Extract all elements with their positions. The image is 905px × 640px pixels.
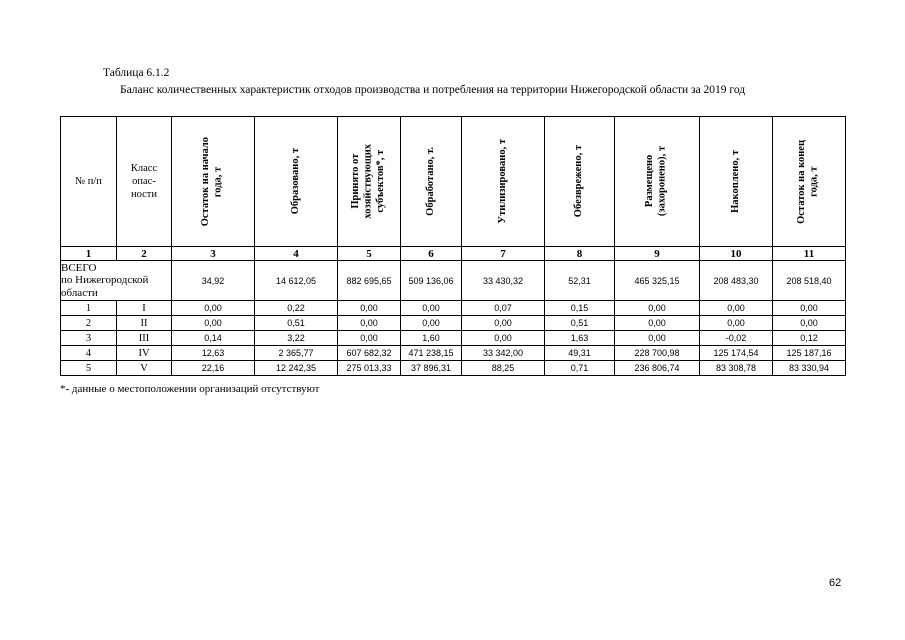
header-start-balance: Остаток на начало года, т	[172, 117, 255, 247]
column-number: 8	[545, 247, 615, 261]
table-cell: 607 682,32	[338, 346, 401, 361]
header-end-balance: Остаток на конец года, т	[773, 117, 846, 247]
footnote: *- данные о местоположении организаций отсутствуют	[60, 383, 320, 395]
table-cell: 0,15	[545, 301, 615, 316]
total-cell: 208 483,30	[700, 261, 773, 301]
column-number: 10	[700, 247, 773, 261]
total-cell: 509 136,06	[401, 261, 462, 301]
total-cell: 34,92	[172, 261, 255, 301]
table-cell: 83 330,94	[773, 361, 846, 376]
table-cell: 0,00	[172, 316, 255, 331]
total-cell: 465 325,15	[615, 261, 700, 301]
column-number: 9	[615, 247, 700, 261]
table-cell: 0,00	[700, 316, 773, 331]
table-cell: 22,16	[172, 361, 255, 376]
column-number-row	[61, 247, 846, 261]
header-processed: Обработано, т.	[401, 117, 462, 247]
table-cell: 88,25	[462, 361, 545, 376]
total-cell: 33 430,32	[462, 261, 545, 301]
row-number: 2	[61, 316, 117, 331]
table-cell: 0,00	[773, 301, 846, 316]
table-cell: 0,14	[172, 331, 255, 346]
hazard-class: I	[117, 301, 172, 316]
row-number: 3	[61, 331, 117, 346]
table-cell: 0,00	[401, 316, 462, 331]
table-cell: -0,02	[700, 331, 773, 346]
column-number: 11	[773, 247, 846, 261]
column-number: 7	[462, 247, 545, 261]
table-cell: 0,00	[172, 301, 255, 316]
header-row	[61, 117, 846, 247]
total-cell: 882 695,65	[338, 261, 401, 301]
table-row	[61, 361, 846, 376]
total-row	[61, 261, 846, 301]
table-cell: 49,31	[545, 346, 615, 361]
waste-balance-table	[60, 116, 846, 376]
table-cell: 0,07	[462, 301, 545, 316]
table-cell: 0,22	[255, 301, 338, 316]
table-cell: 0,51	[545, 316, 615, 331]
row-number: 5	[61, 361, 117, 376]
table-cell: 0,00	[700, 301, 773, 316]
table-cell: 0,00	[615, 331, 700, 346]
table-cell: 0,71	[545, 361, 615, 376]
table-cell: 12 242,35	[255, 361, 338, 376]
table-cell: 0,00	[773, 316, 846, 331]
hazard-class: III	[117, 331, 172, 346]
column-number: 4	[255, 247, 338, 261]
table-cell: 37 896,31	[401, 361, 462, 376]
table-cell: 0,00	[462, 316, 545, 331]
table-cell: 125 174,54	[700, 346, 773, 361]
total-cell: 14 612,05	[255, 261, 338, 301]
column-number: 5	[338, 247, 401, 261]
total-cell: 52,31	[545, 261, 615, 301]
header-received: Принято от хозяйствующих субъектов*, т	[338, 117, 401, 247]
table-cell: 0,00	[338, 316, 401, 331]
table-cell: 0,00	[615, 316, 700, 331]
header-disposed: Размещено (захоронено), т	[615, 117, 700, 247]
table-row	[61, 346, 846, 361]
table-cell: 1,63	[545, 331, 615, 346]
table-cell: 33 342,00	[462, 346, 545, 361]
table-cell: 0,00	[462, 331, 545, 346]
total-cell: 208 518,40	[773, 261, 846, 301]
table-cell: 0,00	[338, 301, 401, 316]
column-number: 6	[401, 247, 462, 261]
hazard-class: II	[117, 316, 172, 331]
hazard-class: V	[117, 361, 172, 376]
table-cell: 0,51	[255, 316, 338, 331]
row-number: 1	[61, 301, 117, 316]
header-row-number: № п/п	[61, 117, 117, 247]
header-hazard-class: Класс опас- ности	[117, 117, 172, 247]
table-number: Таблица 6.1.2	[103, 67, 170, 79]
header-accumulated: Накоплено, т	[700, 117, 773, 247]
row-number: 4	[61, 346, 117, 361]
table-row	[61, 331, 846, 346]
table-cell: 125 187,16	[773, 346, 846, 361]
table-cell: 275 013,33	[338, 361, 401, 376]
table-cell: 0,00	[401, 301, 462, 316]
column-number: 1	[61, 247, 117, 261]
table-cell: 0,00	[615, 301, 700, 316]
table-cell: 1,60	[401, 331, 462, 346]
page-number: 62	[829, 577, 842, 589]
table-cell: 2 365,77	[255, 346, 338, 361]
table-cell: 236 806,74	[615, 361, 700, 376]
header-utilized: Утилизировано, т	[462, 117, 545, 247]
table-cell: 471 238,15	[401, 346, 462, 361]
table-cell: 12,63	[172, 346, 255, 361]
total-label: ВСЕГО по Нижегородской области	[61, 261, 172, 301]
table-title: Баланс количественных характеристик отходов производства и потребления на территории Нижегородской области за 2019 год	[120, 84, 746, 96]
table-cell: 3,22	[255, 331, 338, 346]
header-generated: Образовано, т	[255, 117, 338, 247]
table-row	[61, 316, 846, 331]
header-neutralized: Обезврежено, т	[545, 117, 615, 247]
column-number: 2	[117, 247, 172, 261]
table-cell: 83 308,78	[700, 361, 773, 376]
table-cell: 0,00	[338, 331, 401, 346]
table-cell: 0,12	[773, 331, 846, 346]
hazard-class: IV	[117, 346, 172, 361]
table-cell: 228 700,98	[615, 346, 700, 361]
column-number: 3	[172, 247, 255, 261]
table-row	[61, 301, 846, 316]
